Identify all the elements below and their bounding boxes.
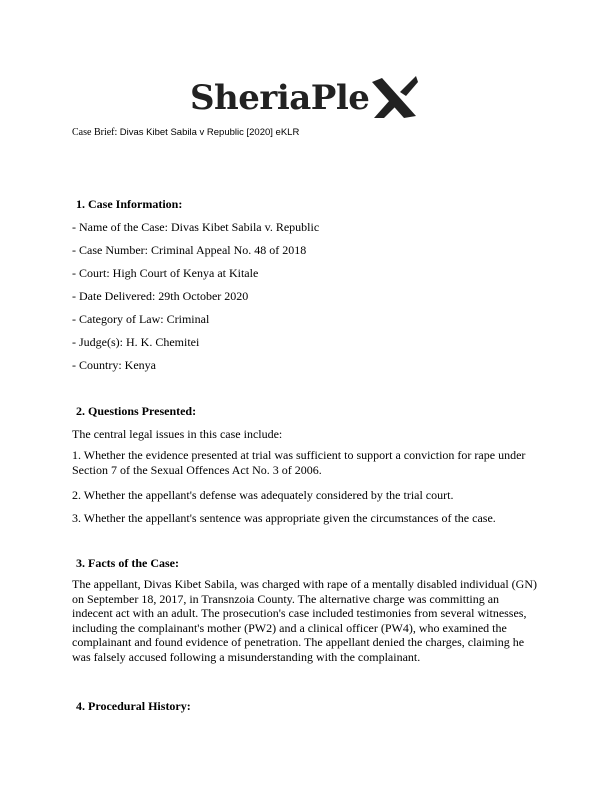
facts-paragraph: The appellant, Divas Kibet Sabila, was charged with rape of a mentally disabled individual (GN) on September 18, 2017, in Transnzoia County. The alternative charge was committing an indecent act with an adult. The prosecution's case included testimonies from several witnesses, including the complainant's mother (PW2) and a clinical officer (PW4), who examined the complainant and found evidence of penetration. The appellant denied the charges, claiming he was falsely accused following a misunderstanding with the complainant.: [72, 577, 537, 664]
question-item: 2. Whether the appellant's defense was adequately considered by the trial court.: [72, 488, 454, 502]
section-heading-case-information: 1. Case Information:: [76, 197, 183, 211]
case-info-item: - Case Number: Criminal Appeal No. 48 of 2018: [72, 243, 307, 257]
logo-wordmark: SheriaPle: [190, 78, 370, 118]
case-brief-line: [72, 127, 299, 138]
case-info-item: - Date Delivered: 29th October 2020: [72, 289, 249, 303]
question-item: 3. Whether the appellant's sentence was appropriate given the circumstances of the case.: [72, 511, 496, 525]
case-brief-title: Divas Kibet Sabila v Republic [2020] eKLR: [119, 127, 300, 138]
section-heading-facts: 3. Facts of the Case:: [76, 556, 179, 570]
section-heading-procedural-history: 4. Procedural History:: [76, 699, 191, 713]
questions-intro: The central legal issues in this case include:: [72, 427, 283, 441]
logo-x-mark-icon: [370, 74, 418, 120]
section-heading-questions-presented: 2. Questions Presented:: [76, 404, 197, 418]
case-info-item: - Country: Kenya: [72, 358, 156, 372]
case-info-item: - Court: High Court of Kenya at Kitale: [72, 266, 259, 280]
sheriaplex-logo: [190, 74, 420, 124]
case-info-item: - Name of the Case: Divas Kibet Sabila v. Republic: [72, 220, 320, 234]
question-item: 1. Whether the evidence presented at trial was sufficient to support a conviction for rape under Section 7 of the Sexual Offences Act No. 3 of 2006.: [72, 448, 526, 477]
case-info-item: - Judge(s): H. K. Chemitei: [72, 335, 200, 349]
case-brief-label: Case Brief:: [72, 127, 118, 138]
case-info-item: - Category of Law: Criminal: [72, 312, 210, 326]
